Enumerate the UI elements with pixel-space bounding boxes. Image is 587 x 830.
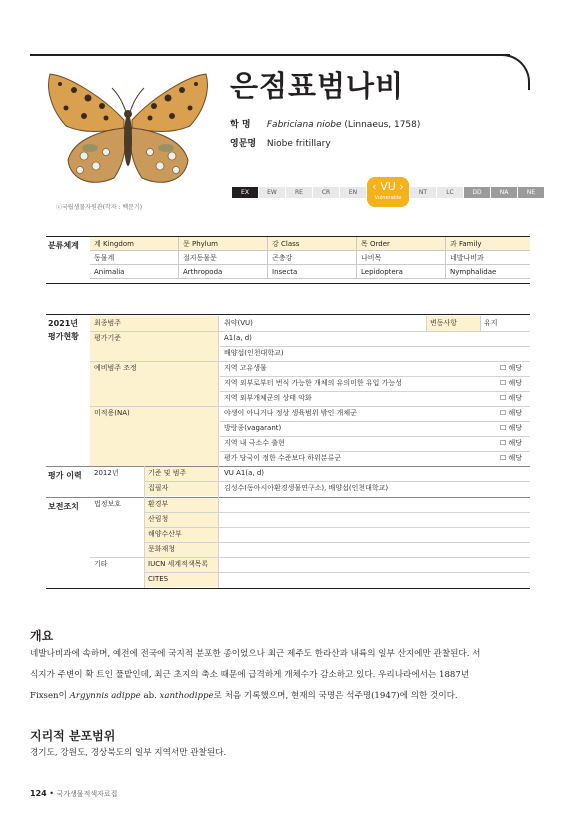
overview-line-3-c: 로 처음 기록했으며, 현재의 국명은 석주명(1947)에 의한 것이다. xyxy=(213,691,458,701)
english-name-row xyxy=(230,136,331,149)
photo-credit: ⓒ국립생물자원관(작자 : 백문기) xyxy=(56,204,143,211)
taxonomy-latin-row xyxy=(90,265,530,279)
other-item-2: CITES xyxy=(144,572,218,587)
evaluation-top-rule xyxy=(46,314,530,315)
page-number: 124 xyxy=(30,789,47,798)
row-divider xyxy=(144,512,530,513)
english-name-label: 영문명 xyxy=(230,139,257,149)
butterfly-illustration xyxy=(44,68,212,194)
legal-protection-label: 법정보호 xyxy=(94,500,122,508)
column-divider xyxy=(144,466,145,588)
header-rule xyxy=(30,54,510,56)
page-footer xyxy=(30,789,117,799)
overview-line-1: 네발나비과에 속하며, 예전에 전국에 국지적 분포한 종이었으나 최근 제주도 한라산과 내륙의 일부 산지에만 관찰된다. 서 xyxy=(30,649,481,659)
iucn-selected-code: VU xyxy=(380,180,396,193)
scientific-name-row xyxy=(230,117,420,130)
row-divider xyxy=(220,421,530,422)
iucn-selected-badge xyxy=(367,177,409,207)
taxonomy-latin-family: Nymphalidae xyxy=(446,265,531,279)
row-divider xyxy=(220,376,530,377)
row-divider xyxy=(144,542,530,543)
taxonomy-korean-kingdom: 동물계 xyxy=(90,251,179,265)
taxonomy-latin-kingdom: Animalia xyxy=(90,265,179,279)
iucn-cat-na: NA xyxy=(491,187,517,198)
taxonomy-latin-order: Lepidoptera xyxy=(357,265,446,279)
taxonomy-header-row xyxy=(90,237,530,251)
row-divider xyxy=(220,451,530,452)
iucn-cat-vu-slot xyxy=(367,180,409,201)
footer-separator: • xyxy=(49,789,54,798)
criteria-label: 평가기준 xyxy=(90,331,218,361)
taxonomy-korean-row xyxy=(90,251,530,265)
scientific-name-label: 학 명 xyxy=(230,120,251,130)
section-divider xyxy=(46,497,530,498)
distribution-text: 경기도, 강원도, 경상북도의 일부 지역서만 관찰된다. xyxy=(30,748,227,758)
taxonomy-korean-family: 네발나비과 xyxy=(446,251,531,265)
taxonomy-header-family: 과 Family xyxy=(446,237,531,251)
iucn-cat-ex: EX xyxy=(232,187,258,198)
na-item-4: 평가 당국이 정한 수준보다 하위분류군 xyxy=(224,454,342,462)
taxonomy-korean-phylum: 절지동물문 xyxy=(179,251,268,265)
history-criteria-label: 기준 및 범주 xyxy=(144,466,218,481)
english-name: Niobe fritillary xyxy=(266,139,331,149)
section-divider xyxy=(46,466,530,467)
na-item-2: 방랑종(vagarant) xyxy=(224,424,282,432)
row-divider xyxy=(90,361,530,362)
taxonomy-latin-class: Insecta xyxy=(268,265,357,279)
na-item-3-checkbox[interactable]: ☐ 해당 xyxy=(500,439,523,447)
iucn-cat-re: RE xyxy=(286,187,312,198)
regional-item-3-checkbox[interactable]: ☐ 해당 xyxy=(500,394,523,402)
na-item-2-checkbox[interactable]: ☐ 해당 xyxy=(500,424,523,432)
final-category-value: 취약(VU) xyxy=(224,319,253,327)
taxonomy-header-phylum: 문 Phylum xyxy=(179,237,268,251)
history-criteria-value: VU A1(a, d) xyxy=(224,469,265,477)
history-year: 2012년 xyxy=(94,469,119,477)
assessor-value: 배양섭(인천대학교) xyxy=(224,349,284,357)
na-item-1: 야생이 아니거나 정상 생육범위 밖인 개체군 xyxy=(224,409,357,417)
row-divider xyxy=(220,436,530,437)
taxonomy-bottom-rule xyxy=(46,283,530,284)
chevron-left-icon: ‹ xyxy=(372,180,377,193)
na-item-3: 지역 내 극소수 출현 xyxy=(224,439,285,447)
scientific-name: Fabriciana niobe xyxy=(266,120,342,130)
regional-item-2: 지역 외부로부터 번식 가능한 개체의 유의미한 유입 가능성 xyxy=(224,379,402,387)
legal-item-2: 산림청 xyxy=(144,512,218,527)
evaluation-label-year: 2021년 xyxy=(48,319,78,328)
history-author-label: 집필자 xyxy=(144,481,218,496)
not-applicable-label: 미적용(NA) xyxy=(90,406,218,466)
column-divider xyxy=(480,316,481,331)
overview-form: xanthodippe xyxy=(159,691,214,701)
chevron-right-icon: › xyxy=(399,180,404,193)
row-divider xyxy=(144,572,530,573)
column-divider xyxy=(426,316,427,331)
regional-item-3: 지역 외부개체군의 상태 악화 xyxy=(224,394,312,402)
na-item-1-checkbox[interactable]: ☐ 해당 xyxy=(500,409,523,417)
na-item-4-checkbox[interactable]: ☐ 해당 xyxy=(500,454,523,462)
other-protection-label: 기타 xyxy=(94,560,108,568)
iucn-selected-caption: Vulnerable xyxy=(374,195,402,201)
distribution-heading: 지리적 분포범위 xyxy=(30,729,116,743)
final-category-label: 최종범주 xyxy=(90,316,218,331)
change-value: 유지 xyxy=(484,319,498,327)
criteria-value: A1(a, d) xyxy=(224,334,252,342)
row-divider xyxy=(144,527,530,528)
taxonomy-label: 분류체계 xyxy=(48,241,79,250)
overview-heading: 개요 xyxy=(30,629,54,643)
taxonomy-header-class: 강 Class xyxy=(268,237,357,251)
row-divider xyxy=(144,481,530,482)
taxonomy-header-order: 목 Order xyxy=(357,237,446,251)
row-divider xyxy=(90,406,530,407)
other-item-1: IUCN 세계적색목록 xyxy=(144,557,218,572)
row-divider xyxy=(90,331,530,332)
regional-item-1-checkbox[interactable]: ☐ 해당 xyxy=(500,364,523,372)
overview-line-3 xyxy=(30,686,530,707)
legal-item-3: 해양수산부 xyxy=(144,527,218,542)
iucn-category-scale xyxy=(232,180,545,201)
overview-paragraph xyxy=(30,644,530,707)
row-divider xyxy=(90,557,530,558)
iucn-cat-ne: NE xyxy=(518,187,544,198)
evaluation-bottom-rule xyxy=(46,588,530,589)
taxonomy-table xyxy=(90,237,530,279)
book-title: 국가생물적색자료집 xyxy=(56,790,118,798)
taxonomy-korean-order: 나비목 xyxy=(357,251,446,265)
overview-line-2: 식지가 주변이 확 트인 풀밭인데, 최근 초지의 축소 때문에 급격하게 개체수가 감소하고 있다. 우리나라에서는 1887년 xyxy=(30,670,470,680)
iucn-cat-cr: CR xyxy=(313,187,339,198)
overview-line-3-b: ab. xyxy=(140,691,160,701)
legal-item-4: 문화재청 xyxy=(144,542,218,557)
row-divider xyxy=(220,346,530,347)
conservation-label: 보전조치 xyxy=(48,502,79,511)
page-title: 은점표범나비 xyxy=(230,69,405,103)
iucn-cat-ew: EW xyxy=(259,187,285,198)
iucn-cat-lc: LC xyxy=(437,187,463,198)
overview-line-3-a: Fixsen이 xyxy=(30,691,70,701)
change-label: 변동사항 xyxy=(426,316,480,331)
taxonomy-korean-class: 곤충강 xyxy=(268,251,357,265)
taxonomy-latin-phylum: Arthropoda xyxy=(179,265,268,279)
regional-item-2-checkbox[interactable]: ☐ 해당 xyxy=(500,379,523,387)
history-label: 평가 이력 xyxy=(48,471,82,480)
iucn-cat-en: EN xyxy=(340,187,366,198)
scientific-author: (Linnaeus, 1758) xyxy=(344,120,421,130)
history-author-value: 김성수(동아시아환경생물연구소), 배양섭(인천대학교) xyxy=(224,484,389,492)
column-divider xyxy=(218,316,219,588)
iucn-cat-nt: NT xyxy=(410,187,436,198)
overview-genus: Argynnis adippe xyxy=(69,691,141,701)
header-rule-corner xyxy=(494,54,530,90)
regional-item-1: 지역 고유생물 xyxy=(224,364,267,372)
legal-item-1: 환경부 xyxy=(144,497,218,512)
row-divider xyxy=(220,391,530,392)
iucn-cat-dd: DD xyxy=(464,187,490,198)
taxonomy-header-kingdom: 계 Kingdom xyxy=(90,237,179,251)
evaluation-label: 평가현황 xyxy=(48,332,79,341)
regional-adjustment-label: 예비범주 조정 xyxy=(90,361,218,406)
